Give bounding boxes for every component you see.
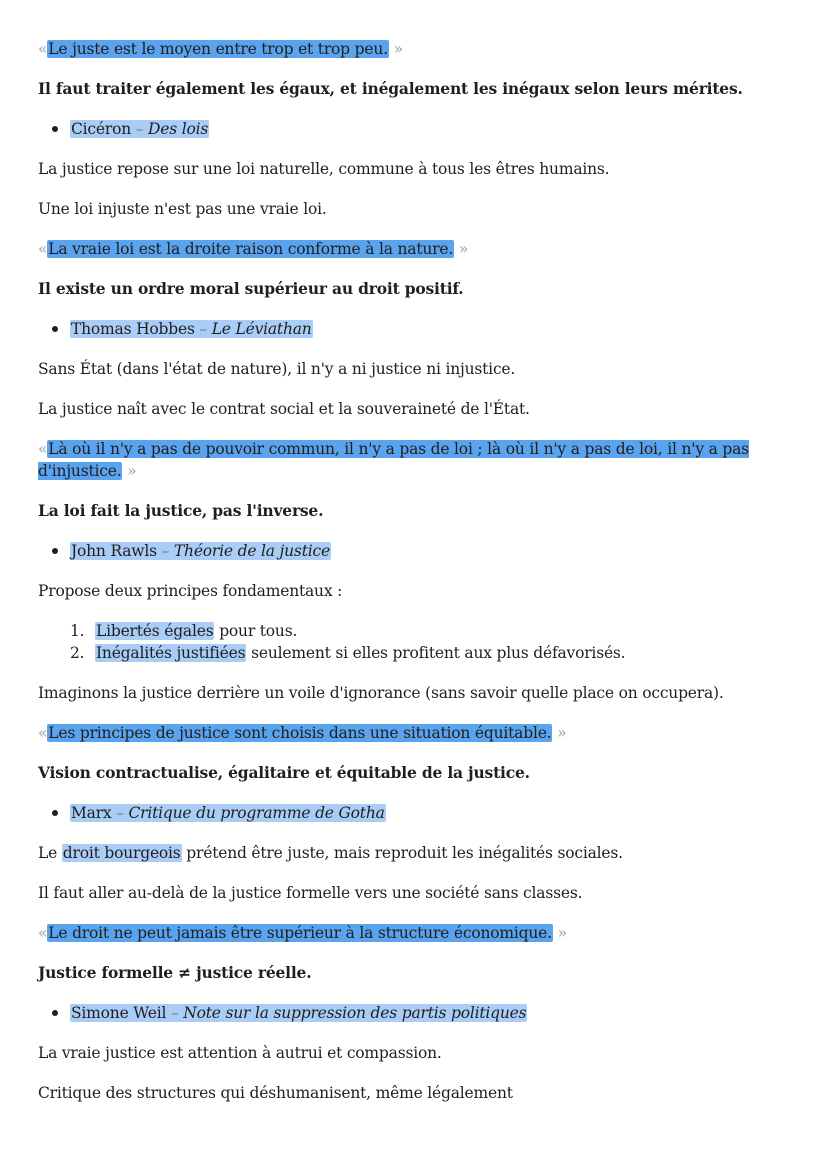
quote-ciceron: «La vraie loi est la droite raison conforme à la nature. » (38, 240, 469, 258)
highlighted-quote: Le droit ne peut jamais être supérieur à la structure économique. (48, 924, 552, 942)
idea-aristotle: Il faut traiter également les égaux, et inégalement les inégaux selon leurs mérites. (38, 79, 743, 98)
highlighted-quote: Les principes de justice sont choisis dans une situation équitable. (48, 724, 552, 742)
idea-hobbes: La loi fait la justice, pas l'inverse. (38, 501, 324, 520)
quote-marx: «Le droit ne peut jamais être supérieur à la structure économique. » (38, 924, 567, 942)
list-item: 1. Libertés égales pour tous. (70, 622, 298, 640)
bullet-weil (38, 1002, 790, 1024)
text-line: Le droit bourgeois prétend être juste, mais reproduit les inégalités sociales. (38, 844, 623, 862)
text-line: Critique des structures qui déshumanisent, même légalement (38, 1084, 513, 1102)
text-line: Imaginons la justice derrière un voile d'ignorance (sans savoir quelle place on occupera). (38, 684, 724, 702)
list-item: 2. Inégalités justifiées seulement si elles profitent aux plus défavorisés. (70, 644, 626, 662)
work-title: Critique du programme de Gotha (128, 804, 385, 822)
text-line: Propose deux principes fondamentaux : (38, 582, 343, 600)
highlighted-quote: Le juste est le moyen entre trop et trop peu. (48, 40, 388, 58)
work-title: Des lois (148, 120, 209, 138)
author-highlight: Simone Weil – Note sur la suppression des partis politiques (71, 1004, 527, 1022)
author-highlight: Thomas Hobbes – Le Léviathan (71, 320, 312, 338)
author-highlight: John Rawls – Théorie de la justice (71, 542, 330, 560)
work-title: Le Léviathan (211, 320, 312, 338)
work-title: Note sur la suppression des partis politiques (183, 1004, 527, 1022)
text-line: La vraie justice est attention à autrui et compassion. (38, 1044, 442, 1062)
highlighted-quote: La vraie loi est la droite raison conforme à la nature. (48, 240, 454, 258)
text-line: Sans État (dans l'état de nature), il n'y a ni justice ni injustice. (38, 360, 516, 378)
quote-aristotle: «Le juste est le moyen entre trop et trop peu. » (38, 40, 403, 58)
text-line: Il faut aller au-delà de la justice formelle vers une société sans classes. (38, 884, 583, 902)
highlighted-quote: Là où il n'y a pas de pouvoir commun, il n'y a pas de loi ; là où il n'y a pas de loi, il n'y a pas d'injustice. (38, 440, 749, 480)
idea-marx: Justice formelle ≠ justice réelle. (38, 963, 312, 982)
quote-rawls: «Les principes de justice sont choisis dans une situation équitable. » (38, 724, 567, 742)
text-line: La justice repose sur une loi naturelle, commune à tous les êtres humains. (38, 160, 610, 178)
quote-hobbes: «Là où il n'y a pas de pouvoir commun, il n'y a pas de loi ; là où il n'y a pas de loi, il n'y a pas d'injustice. » (38, 440, 749, 480)
bullet-hobbes (38, 318, 790, 340)
work-title: Théorie de la justice (173, 542, 330, 560)
text-line: La justice naît avec le contrat social et la souveraineté de l'État. (38, 400, 530, 418)
bullet-ciceron (38, 118, 790, 140)
principles-list (38, 620, 790, 664)
author-highlight: Marx – Critique du programme de Gotha (71, 804, 385, 822)
idea-rawls: Vision contractualise, égalitaire et équitable de la justice. (38, 763, 530, 782)
idea-ciceron: Il existe un ordre moral supérieur au droit positif. (38, 279, 464, 298)
author-highlight: Cicéron – Des lois (71, 120, 209, 138)
bullet-marx (38, 802, 790, 824)
bullet-rawls (38, 540, 790, 562)
text-line: Une loi injuste n'est pas une vraie loi. (38, 200, 327, 218)
